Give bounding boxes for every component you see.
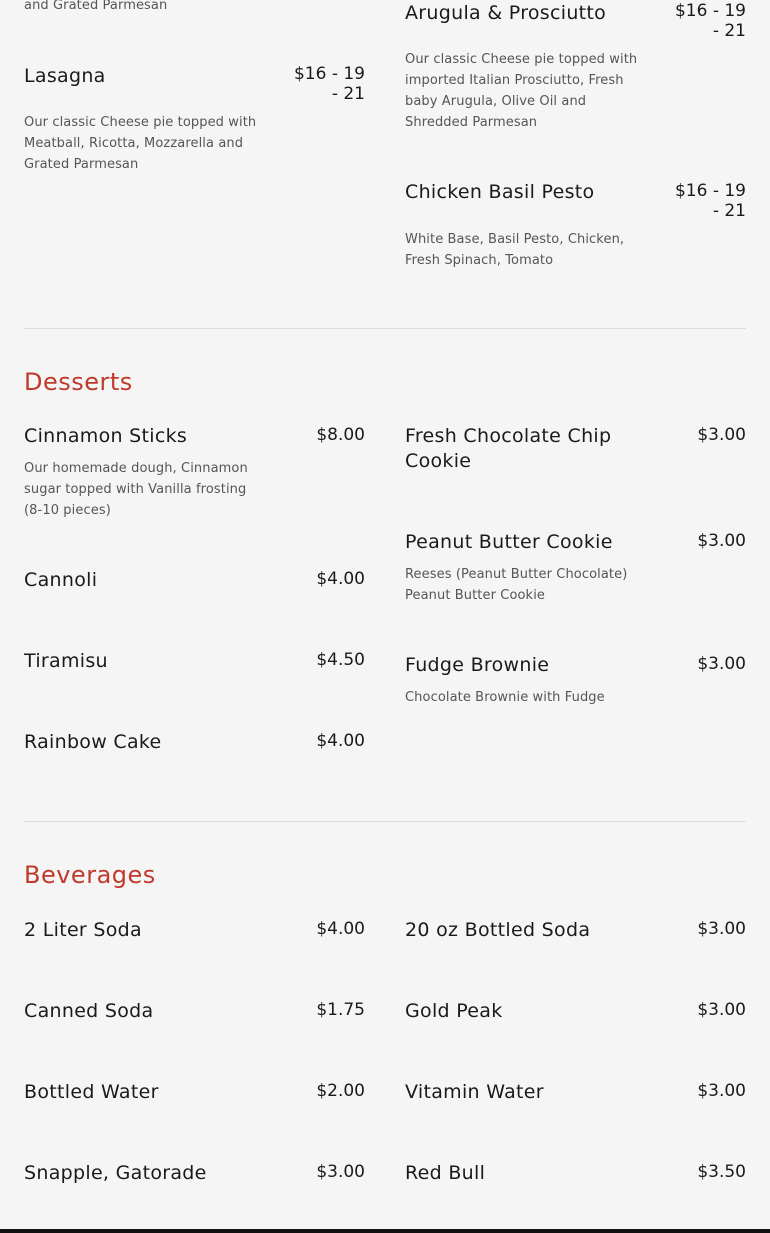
menu-item-price: $3.00 bbox=[697, 531, 746, 551]
menu-item-name: Cannoli bbox=[24, 569, 98, 591]
menu-item-name-pesto: Chicken Basil Pesto bbox=[405, 181, 595, 203]
menu-item-name: 2 Liter Soda bbox=[24, 919, 142, 941]
bottom-edge-bar bbox=[0, 1229, 770, 1233]
menu-item-price: $16 - 19 - 21 bbox=[293, 64, 365, 104]
menu-item-name: Red Bull bbox=[405, 1162, 486, 1184]
menu-item-price: $3.00 bbox=[697, 1000, 746, 1020]
menu-item-name: Snapple, Gatorade bbox=[24, 1162, 207, 1184]
menu-item-price: $8.00 bbox=[316, 425, 365, 445]
menu-item-desc: Chocolate Brownie with Fudge bbox=[405, 690, 605, 705]
section-divider bbox=[24, 821, 746, 822]
menu-item-desc: Reeses (Peanut Butter Chocolate) Peanut Butter Cookie bbox=[405, 567, 628, 603]
section-title-desserts: Desserts bbox=[24, 368, 133, 396]
menu-item-name: Tiramisu bbox=[24, 650, 108, 672]
menu-item-price: $3.00 bbox=[697, 919, 746, 939]
menu-item-name: Bottled Water bbox=[24, 1081, 159, 1103]
menu-item-desc: Our classic Cheese pie topped with imported Italian Prosciutto, Fresh baby Arugula, Olive Oil and Shredded Parmesan bbox=[405, 52, 638, 130]
menu-item-price: $4.00 bbox=[316, 731, 365, 751]
menu-item-price: $3.00 bbox=[697, 1081, 746, 1101]
menu-item-name: Fresh Chocolate Chip Cookie bbox=[405, 425, 612, 472]
menu-item-name: 20 oz Bottled Soda bbox=[405, 919, 591, 941]
menu-item-name: Cinnamon Sticks bbox=[24, 425, 188, 447]
menu-item-price: $3.00 bbox=[697, 654, 746, 674]
menu-item-price: $4.50 bbox=[316, 650, 365, 670]
menu-item-price: $2.00 bbox=[316, 1081, 365, 1101]
menu-item-name: Fudge Brownie bbox=[405, 654, 550, 676]
menu-item-name-lasagna: Lasagna bbox=[24, 65, 106, 87]
section-divider bbox=[24, 328, 746, 329]
menu-item-price: $3.00 bbox=[316, 1162, 365, 1182]
menu-item-price: $16 - 19 - 21 bbox=[674, 1, 746, 41]
menu-item-name: Rainbow Cake bbox=[24, 731, 162, 753]
menu-item-price: $3.00 bbox=[697, 425, 746, 445]
menu-item-desc: Our classic Cheese pie topped with Meatball, Ricotta, Mozzarella and Grated Parmesan bbox=[24, 115, 257, 172]
menu-item-desc: Our homemade dough, Cinnamon sugar topped with Vanilla frosting (8-10 pieces) bbox=[24, 461, 248, 518]
menu-item-name: Canned Soda bbox=[24, 1000, 154, 1022]
menu-item-name-arugula: Arugula & Prosciutto bbox=[405, 2, 607, 24]
menu-item-name: Gold Peak bbox=[405, 1000, 503, 1022]
menu-item-desc: White Base, Basil Pesto, Chicken, Fresh Spinach, Tomato bbox=[405, 232, 625, 268]
menu-item-name: Peanut Butter Cookie bbox=[405, 531, 613, 553]
menu-item-price: $16 - 19 - 21 bbox=[674, 181, 746, 221]
menu-item-price: $3.50 bbox=[697, 1162, 746, 1182]
menu-item-desc: and Grated Parmesan bbox=[24, 0, 168, 13]
menu-item-price: $4.00 bbox=[316, 919, 365, 939]
menu-item-price: $1.75 bbox=[316, 1000, 365, 1020]
section-title-beverages: Beverages bbox=[24, 861, 156, 889]
menu-item-name: Vitamin Water bbox=[405, 1081, 544, 1103]
menu-item-price: $4.00 bbox=[316, 569, 365, 589]
